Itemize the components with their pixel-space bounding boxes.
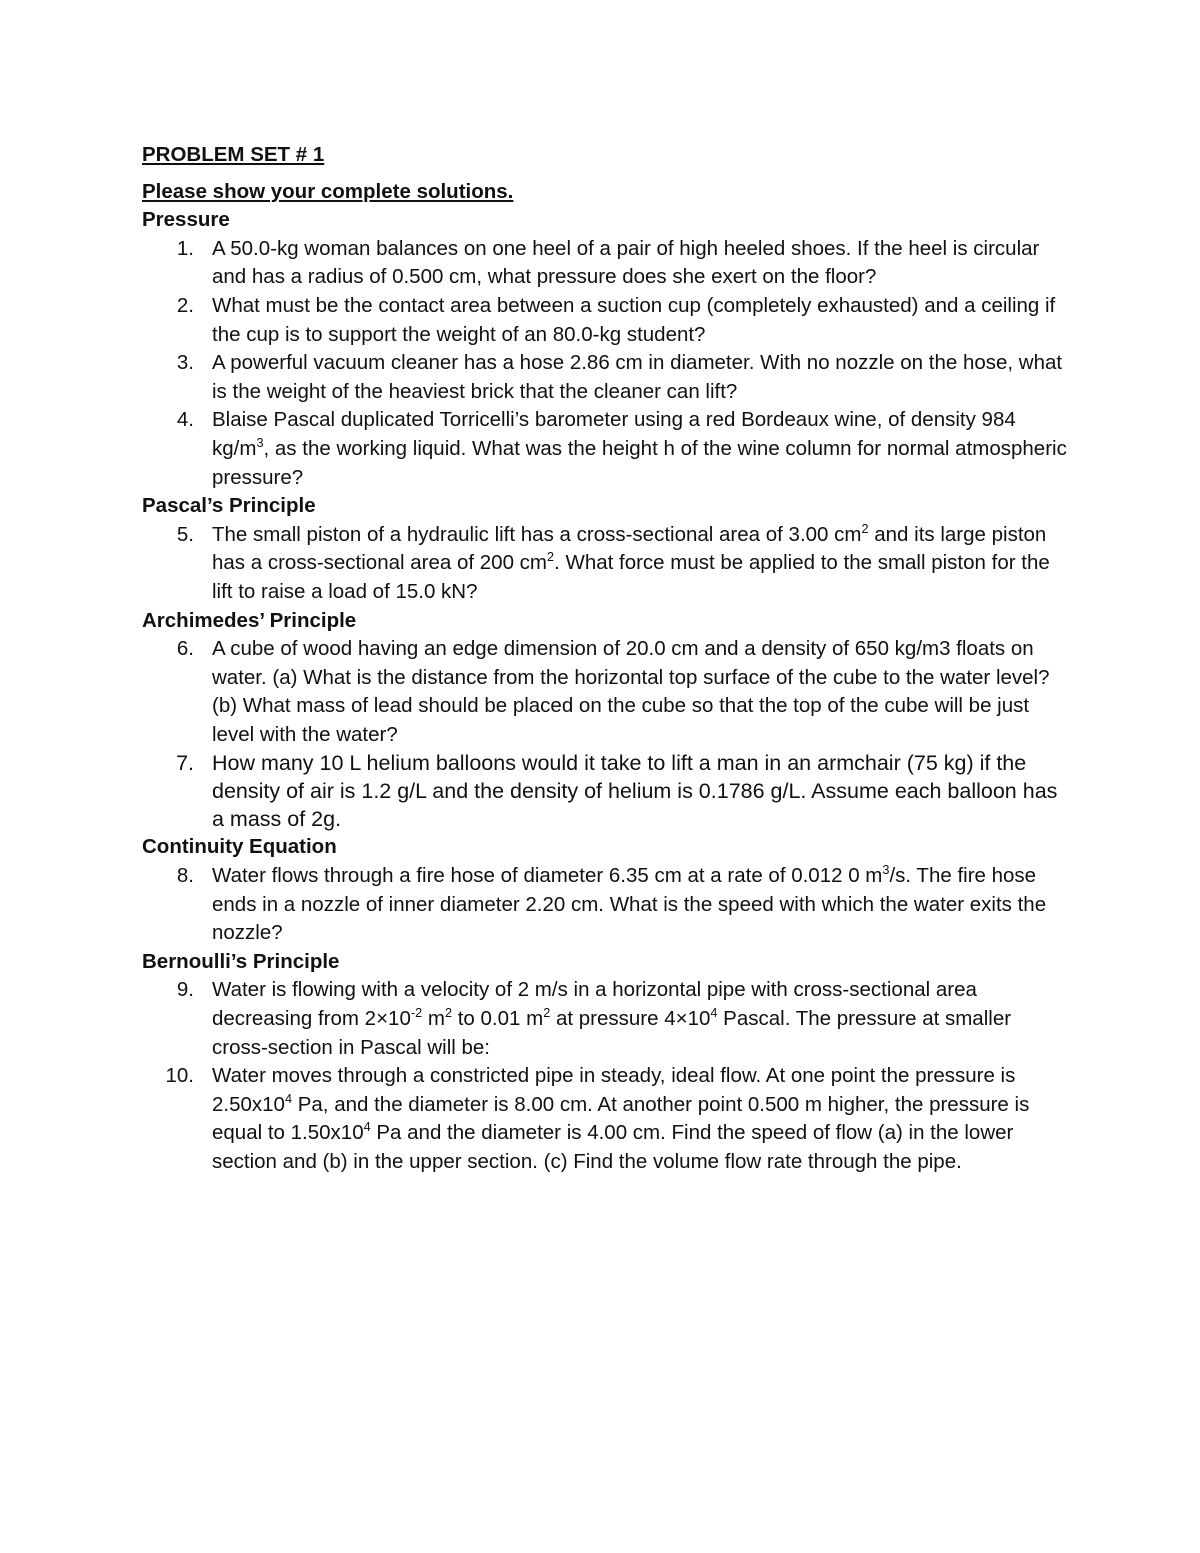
problem-list-pressure	[142, 235, 1072, 492]
problem-text: Pa and the diameter is 4.00 cm. Find the speed of flow (a) in the lower section and (b) in the upper section. (c) Find the volume flow rate through the pipe.	[212, 1121, 1014, 1173]
superscript: -2	[410, 1005, 423, 1021]
problem-2	[142, 292, 1072, 349]
problem-1	[142, 235, 1072, 292]
problem-text: A cube of wood having an edge dimension of 20.0 cm and a density of 650 kg/m3 floats on water. (a) What is the distance from the horizontal top surface of the cube to the water level? (b) What mass of lead should be placed on the cube so that the top of the cube will be just level with the water?	[212, 637, 1050, 746]
problem-number: 8.	[176, 864, 194, 888]
problem-number: 5.	[176, 522, 194, 546]
problem-text: What must be the contact area between a suction cup (completely exhausted) and a ceiling if the cup is to support the weight of an 80.0-kg student?	[212, 293, 1056, 346]
superscript: 2	[547, 549, 555, 565]
superscript: 2	[543, 1005, 551, 1021]
problem-text: Water moves through a constricted pipe in steady, ideal flow. At one point the pressure is 2.50x10	[212, 1064, 1016, 1116]
problem-text: and its large piston has a cross-sectional area of 200 cm	[212, 522, 1047, 575]
superscript: 2	[444, 1005, 453, 1021]
problem-number: 10.	[165, 1064, 194, 1088]
problem-text: . What force must be applied to the small piston for the lift to raise a load of 15.0 kN?	[212, 551, 1050, 603]
problem-number: 2.	[176, 293, 194, 317]
problem-list-continuity	[142, 862, 1072, 948]
problem-text: to 0.01 m	[452, 1007, 544, 1031]
problem-7	[142, 749, 1072, 833]
problem-number: 9.	[176, 978, 194, 1002]
problem-text: at pressure 4×10	[550, 1007, 711, 1031]
superscript: 3	[882, 862, 890, 878]
superscript: 4	[710, 1005, 718, 1021]
problem-5	[142, 521, 1072, 607]
problem-number: 6.	[176, 637, 194, 661]
problem-text: Blaise Pascal duplicated Torricelli’s barometer using a red Bordeaux wine, of density 984 kg/m	[212, 408, 1016, 460]
superscript: 2	[861, 520, 869, 536]
section-heading-continuity: Continuity Equation	[142, 835, 337, 859]
problem-list-bernoulli	[142, 976, 1072, 1176]
problem-text: Water is flowing with a velocity of 2 m/s in a horizontal pipe with cross-sectional area decreasing from 2×10	[212, 978, 977, 1031]
section-heading-pascal: Pascal’s Principle	[142, 494, 316, 518]
problem-text: The small piston of a hydraulic lift has a cross-sectional area of 3.00 cm	[212, 522, 862, 546]
problem-list-pascal	[142, 521, 1072, 607]
problem-text: How many 10 L helium balloons would it take to lift a man in an armchair (75 kg) if the density of air is 1.2 g/L and the density of helium is 0.1786 g/L. Assume each balloon has a mass of 2g.	[212, 751, 1058, 832]
instructions: Please show your complete solutions.	[142, 179, 514, 203]
problem-list-archimedes	[142, 635, 1072, 833]
problem-3	[142, 349, 1072, 406]
problem-10	[142, 1062, 1072, 1176]
problem-number: 1.	[176, 236, 194, 260]
problem-text: Water flows through a fire hose of diameter 6.35 cm at a rate of 0.012 0 m	[212, 864, 883, 888]
problem-4	[142, 406, 1072, 492]
section-heading-bernoulli: Bernoulli’s Principle	[142, 949, 340, 973]
problem-text: /s. The fire hose ends in a nozzle of inner diameter 2.20 cm. What is the speed with which the water exits the nozzle?	[212, 864, 1047, 945]
problem-text: Pa, and the diameter is 8.00 cm. At another point 0.500 m higher, the pressure is equal to 1.50x10	[212, 1092, 1030, 1145]
superscript: 4	[284, 1090, 293, 1106]
document-title: PROBLEM SET # 1	[142, 143, 325, 166]
problem-number: 3.	[176, 351, 194, 375]
problem-text: Pascal. The pressure at smaller cross-section in Pascal will be:	[212, 1007, 1012, 1059]
problem-text: , as the working liquid. What was the height h of the wine column for normal atmospheric pressure?	[212, 436, 1067, 489]
problem-6	[142, 635, 1072, 749]
superscript: 4	[363, 1119, 371, 1135]
section-heading-archimedes: Archimedes’ Principle	[142, 608, 357, 632]
problem-9	[142, 976, 1072, 1062]
problem-number: 4.	[176, 408, 194, 432]
problem-text: m	[422, 1007, 445, 1031]
document-body	[142, 141, 1072, 1177]
superscript: 3	[256, 435, 264, 451]
section-heading-pressure: Pressure	[142, 208, 230, 232]
problem-text: A 50.0-kg woman balances on one heel of a pair of high heeled shoes. If the heel is circular and has a radius of 0.500 cm, what pressure does she exert on the floor?	[212, 236, 1040, 289]
problem-8	[142, 862, 1072, 948]
problem-number: 7.	[176, 751, 194, 776]
problem-text: A powerful vacuum cleaner has a hose 2.86 cm in diameter. With no nozzle on the hose, what is the weight of the heaviest brick that the cleaner can lift?	[212, 351, 1063, 403]
